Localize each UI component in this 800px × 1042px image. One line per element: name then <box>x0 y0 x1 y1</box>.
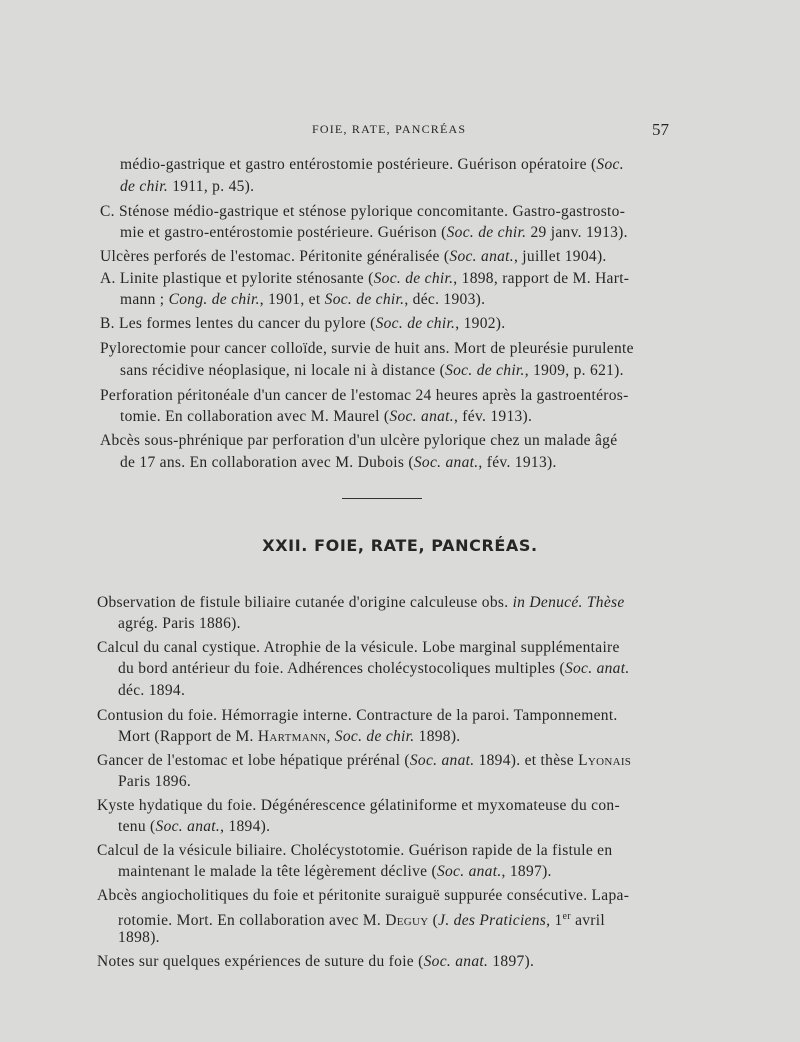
entry-text: , fév. 1913). <box>478 454 557 471</box>
entry-text: tomie. En collaboration avec M. Maurel ( <box>120 408 390 425</box>
entry-text: Ulcères perforés de l'estomac. Péritonite généralisée ( <box>100 248 450 265</box>
entry-text: de 17 ans. En collaboration avec M. Dubois ( <box>120 454 414 471</box>
entry-text: , 1897). <box>501 863 552 880</box>
entry-text: Gancer de l'estomac et lobe hépatique prérénal ( <box>97 752 410 769</box>
entry-text: rotomie. Mort. En collaboration avec M. <box>118 912 386 930</box>
entry-text: B. Les formes lentes du cancer du pylore ( <box>100 315 376 332</box>
entry-text: avril <box>570 912 605 930</box>
entry-text: , fév. 1913). <box>453 408 533 425</box>
citation: Cong. de chir. <box>168 291 260 308</box>
citation: Soc. de chir. <box>324 291 405 308</box>
entry-text: , 1909, p. 621). <box>524 362 624 379</box>
citation: Soc. anat. <box>423 953 489 970</box>
entry-text: Contusion du foie. Hémorragie interne. Contracture de la paroi. Tamponnement. <box>97 707 618 724</box>
entry-text: , 1902). <box>455 315 506 332</box>
running-title: FOIE, RATE, PANCRÉAS <box>312 122 467 136</box>
entry-text: ( <box>428 912 439 930</box>
citation: Soc. de chir. <box>373 270 454 287</box>
citation: Soc. anat. <box>413 454 479 471</box>
author-name: Hartmann <box>257 728 327 745</box>
author-name: Deguy <box>385 912 429 930</box>
running-head <box>0 120 800 140</box>
entry-text: , juillet 1904). <box>513 248 607 265</box>
citation: Soc. de chir. <box>446 224 527 241</box>
entry-text: mann ; <box>120 291 169 308</box>
entry-text: , 1901, et <box>259 291 325 308</box>
entry-text: sans récidive néoplasique, ni locale ni à distance ( <box>120 362 446 379</box>
citation: Soc. de chir. <box>445 362 525 379</box>
citation: de chir. <box>120 178 169 195</box>
citation: J. des Praticiens, <box>438 912 551 930</box>
citation: Soc. anat. <box>436 863 502 880</box>
citation: in Denucé. Thèse <box>512 594 625 611</box>
entry-text: 1911, p. 45). <box>168 178 255 195</box>
entry-text: Observation de fistule biliaire cutanée d'origine calculeuse obs. <box>97 594 513 611</box>
author-name: Lyonais <box>578 752 632 769</box>
citation: Soc. anat. <box>449 248 514 265</box>
citation: Soc. anat. <box>155 818 221 835</box>
entry-text: C. Sténose médio-gastrique et sténose pylorique concomitante. Gastro-gastrosto- <box>100 203 626 220</box>
section-divider <box>342 498 422 499</box>
entry-text: 1894). et thèse <box>474 752 579 769</box>
entry-text: 1898). <box>414 728 461 745</box>
entry-text: Kyste hydatique du foie. Dégénérescence gélatiniforme et myxomateuse du con- <box>97 797 620 814</box>
entry-text: , 1894). <box>220 818 271 835</box>
entry-text: maintenant le malade la tête légèrement déclive ( <box>118 863 437 880</box>
entry-text: , déc. 1903). <box>404 291 486 308</box>
citation: Soc. anat. <box>409 752 475 769</box>
entry-text: Calcul de la vésicule biliaire. Cholécystotomie. Guérison rapide de la fistule en <box>97 842 613 859</box>
entry-text: Paris 1896. <box>118 773 192 790</box>
ordinal-superscript: er <box>562 911 571 922</box>
entry-text: Notes sur quelques expériences de suture du foie ( <box>97 953 424 970</box>
entry-text: agrég. Paris 1886). <box>118 615 241 632</box>
entry-text: Calcul du canal cystique. Atrophie de la vésicule. Lobe marginal supplémentaire <box>97 639 620 656</box>
citation: Soc. anat. <box>389 408 454 425</box>
citation: Soc. <box>596 156 624 173</box>
entry-text: A. Linite plastique et pylorite sténosante ( <box>100 270 374 287</box>
entry-text: mie et gastro-entérostomie postérieure. Guérison ( <box>120 224 447 241</box>
citation: Soc. de chir. <box>375 315 456 332</box>
entry-text: Pylorectomie pour cancer colloïde, survie de huit ans. Mort de pleurésie purulente <box>100 340 634 357</box>
citation: Soc. anat. <box>564 660 630 677</box>
citation: Soc. de chir. <box>334 728 415 745</box>
entry-text: Abcès sous-phrénique par perforation d'un ulcère pylorique chez un malade âgé <box>100 432 618 449</box>
entry-text: Perforation péritonéale d'un cancer de l'estomac 24 heures après la gastroentéros- <box>100 387 629 404</box>
entry-text: Abcès angiocholitiques du foie et péritonite suraiguë suppurée consécutive. Lapa- <box>97 887 630 904</box>
entry-text: tenu ( <box>118 818 156 835</box>
entry-text: 1 <box>550 912 563 930</box>
entry-text: 1897). <box>488 953 535 970</box>
page-number: 57 <box>652 120 669 139</box>
entry-text: médio-gastrique et gastro entérostomie postérieure. Guérison opératoire ( <box>120 156 597 173</box>
entry-text: Mort (Rapport de M. <box>118 728 258 745</box>
entry-text: déc. 1894. <box>118 682 186 699</box>
section-title: XXII. FOIE, RATE, PANCRÉAS. <box>262 536 538 555</box>
entry-text: du bord antérieur du foie. Adhérences cholécystocoliques multiples ( <box>118 660 565 677</box>
entry-text: 29 janv. 1913). <box>526 224 628 241</box>
entry-text: , <box>326 728 335 745</box>
entry-text: 1898). <box>118 929 160 946</box>
entry-text: , 1898, rapport de M. Hart- <box>453 270 630 287</box>
